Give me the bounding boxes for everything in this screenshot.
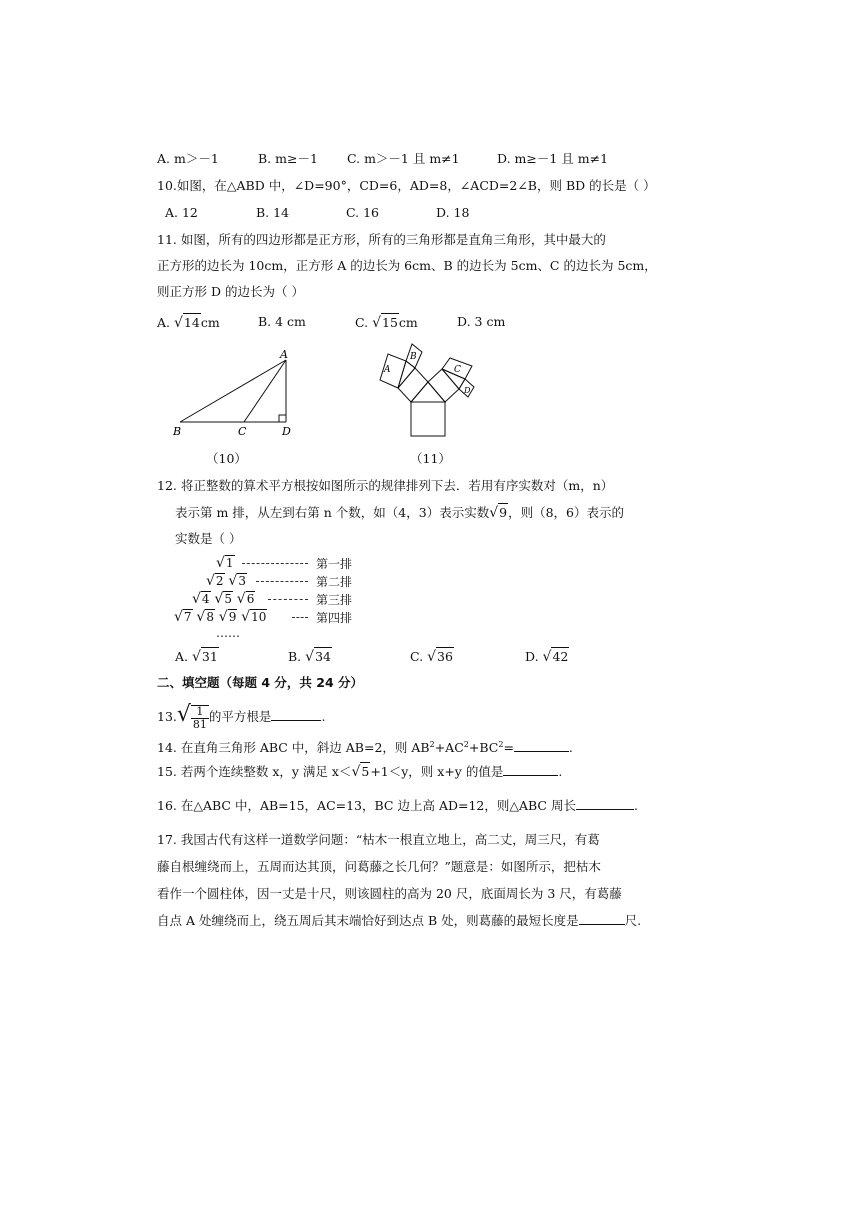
fig10-label-a: A xyxy=(280,348,288,361)
q12-line-3: 实数是（ ） xyxy=(175,531,242,546)
fig11-label-b: B xyxy=(410,352,417,362)
row-3-label: 第三排 xyxy=(316,593,353,607)
q17-line-3: 看作一个圆柱体，因一丈是十尺，则该圆柱的高为 20 尺，底面周长为 3 尺，有葛藤 xyxy=(157,886,622,901)
q15-question: 15. 若两个连续整数 x，y 满足 x＜√5+1＜y，则 x+y 的值是 . xyxy=(157,764,563,780)
q12-line-1: 12. 将正整数的算术平方根按如图所示的规律排列下去．若用有序实数对（m，n） xyxy=(157,478,614,493)
q12-option-d: D. √42 xyxy=(525,649,569,665)
row-ellipsis: …… xyxy=(216,626,240,640)
q11-option-a: A. √14cm xyxy=(157,315,220,331)
q9-option-a: A. m＞－1 xyxy=(157,151,219,166)
q11-option-d: D. 3 cm xyxy=(457,314,506,329)
q11-option-c: C. √15cm xyxy=(355,315,418,331)
q9-option-d: D. m≥－1 且 m≠1 xyxy=(497,151,609,166)
q12-option-b: B. √34 xyxy=(288,649,331,665)
figure-11-caption: （11） xyxy=(410,451,451,466)
row-1-label: 第一排 xyxy=(316,557,353,571)
q16-question: 16. 在△ABC 中，AB=15，AC=13，BC 边上高 AD=12，则△ABC 周长 . xyxy=(157,798,638,813)
row-2-leader xyxy=(256,581,308,582)
row-3-leader xyxy=(268,599,308,600)
q14-question: 14. 在直角三角形 ABC 中，斜边 AB=2，则 $AB^2+AC^2+BC^2=$ . xyxy=(157,740,573,756)
q9-option-c: C. m＞－1 且 m≠1 xyxy=(347,151,460,166)
row-1: √1 xyxy=(216,555,234,571)
figure-10-caption: （10） xyxy=(206,451,247,466)
fig10-label-d: D xyxy=(282,425,291,438)
fig10-label-c: C xyxy=(238,425,247,438)
q11-line-3: 则正方形 D 的边长为（ ） xyxy=(157,284,304,299)
fig11-label-d: D xyxy=(464,386,471,395)
q17-line-1: 17. 我国古代有这样一道数学问题：“枯木一根直立地上，高二丈，周三尺，有葛 xyxy=(157,832,600,847)
q12-option-c: C. √36 xyxy=(410,649,453,665)
row-4-leader xyxy=(292,617,308,618)
q10-question: 10.如图，在△ABD 中，∠D=90°，CD=6，AD=8，∠ACD=2∠B，则 BD 的长是（ ） xyxy=(157,178,656,193)
q10-option-c: C. 16 xyxy=(346,205,379,220)
fig11-label-c: C xyxy=(454,365,461,375)
q10-option-a: A. 12 xyxy=(165,205,198,220)
row-4: √7 √8 √9 √10 xyxy=(174,609,267,625)
q12-option-a: A. √31 xyxy=(175,649,218,665)
q11-line-1: 11. 如图，所有的四边形都是正方形，所有的三角形都是直角三角形，其中最大的 xyxy=(157,232,606,247)
row-3: √4 √5 √6 xyxy=(192,591,255,607)
q12-sqrt-triangle xyxy=(170,552,370,642)
figure-11-squares xyxy=(368,338,488,440)
q10-option-b: B. 14 xyxy=(256,205,290,220)
row-2-label: 第二排 xyxy=(316,575,353,589)
row-4-label: 第四排 xyxy=(316,611,353,625)
figure-10-triangle xyxy=(165,345,305,440)
q17-line-2: 藤自根缠绕而上，五周而达其顶，问葛藤之长几何？”题意是：如图所示，把枯木 xyxy=(157,859,601,874)
q12-line-2: 表示第 m 排，从左到右第 n 个数，如（4，3）表示实数√9，则（8，6）表示的 xyxy=(175,505,624,521)
q9-option-b: B. m≥－1 xyxy=(258,151,318,166)
row-1-leader xyxy=(242,563,308,564)
q11-option-b: B. 4 cm xyxy=(258,314,306,329)
fig11-label-a: A xyxy=(384,365,391,375)
q17-line-4: 自点 A 处缠绕而上，绕五周后其末端恰好到达点 B 处，则葛藤的最短长度是 尺. xyxy=(157,913,642,928)
row-2: √2 √3 xyxy=(206,573,246,589)
fig10-label-b: B xyxy=(173,425,182,438)
section-2-heading: 二、填空题（每题 4 分，共 24 分） xyxy=(157,675,364,690)
q10-option-d: D. 18 xyxy=(436,205,470,220)
q11-line-2: 正方形的边长为 10cm，正方形 A 的边长为 6cm、B 的边长为 5cm、C 的边长为 5cm， xyxy=(157,258,657,273)
q13-question: 13.√ $\frac{1}{81}$ 的平方根是 . xyxy=(157,702,326,731)
